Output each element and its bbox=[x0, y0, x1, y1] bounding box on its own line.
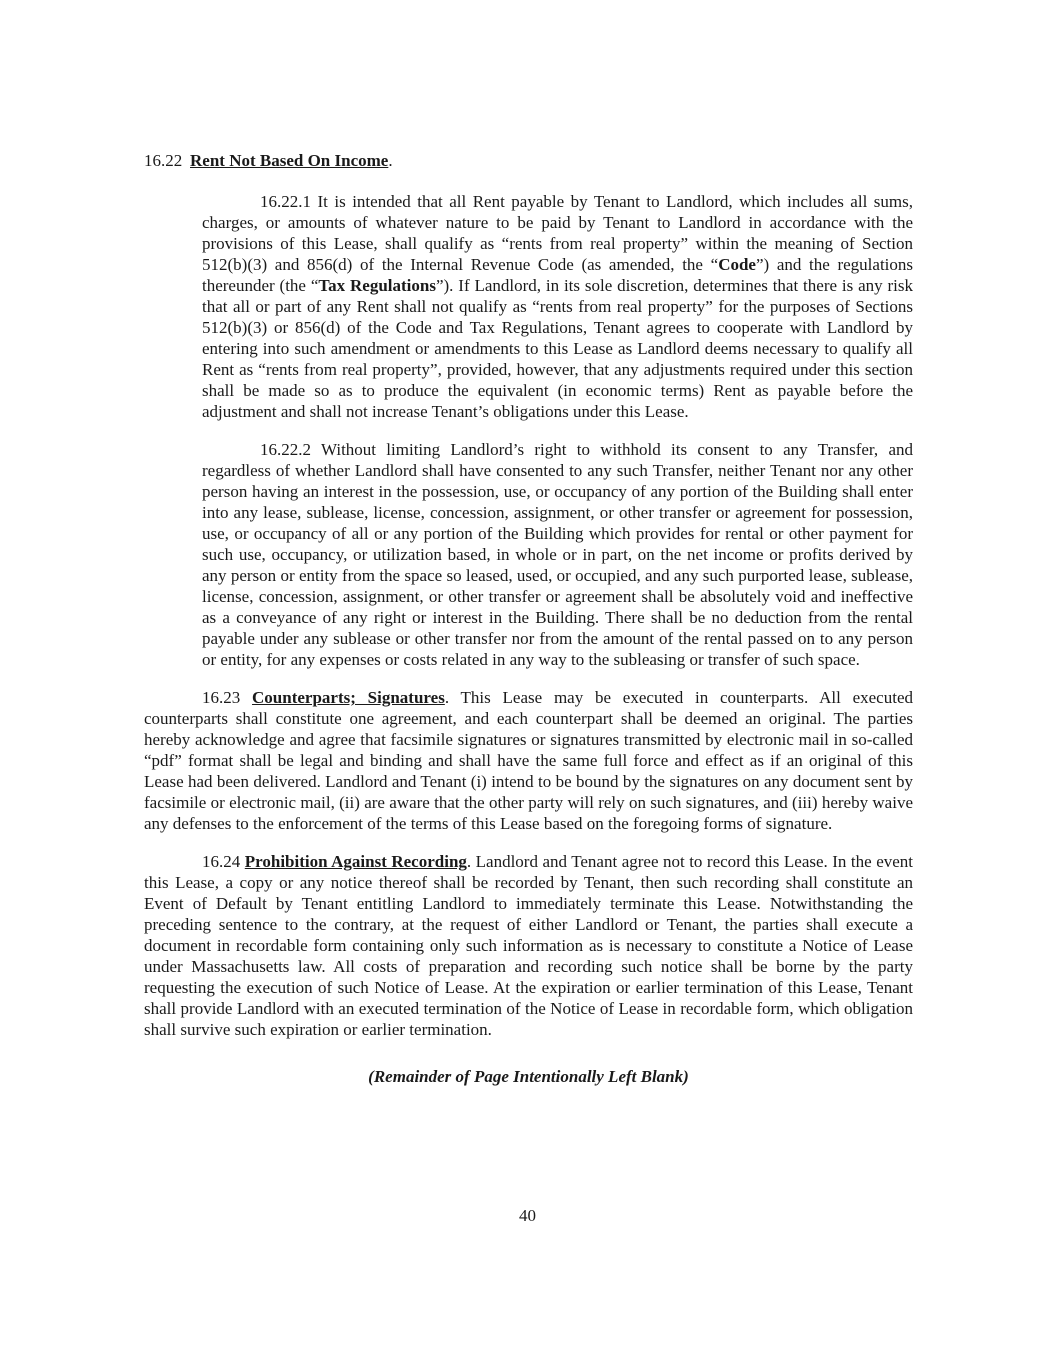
text: ”) and the regulations thereunder (the “ bbox=[202, 255, 914, 295]
paragraph-16-23 bbox=[144, 687, 913, 834]
section-title: Rent Not Based On Income bbox=[190, 151, 389, 170]
text: 16.22.1 It is intended that all Rent payable by Tenant to Landlord, which includes all sums, charges, or amounts of whatever nature to be paid by Tenant to Landlord in accordance with the provisions of this Lease, shall qualify as “rents from real property” within the meaning of Section 512(b)(3) and 856(d) of the Internal Revenue Code (as amended, the “ bbox=[202, 192, 913, 274]
title-period: . bbox=[388, 151, 393, 170]
section-number: 16.22 bbox=[144, 151, 183, 170]
section-number: 16.24 bbox=[202, 852, 245, 871]
section-title: Prohibition Against Recording bbox=[244, 852, 467, 871]
defined-term-tax-regulations: Tax Regulations bbox=[318, 276, 436, 295]
remainder-note: (Remainder of Page Intentionally Left Blank) bbox=[368, 1067, 689, 1086]
page-number: 40 bbox=[519, 1206, 536, 1225]
text: . This Lease may be executed in counterparts. All executed counterparts shall constitute one agreement, and each counterpart shall be deemed an original. The parties hereby acknowledge and agree that facsimile signatures or signatures transmitted by electronic mail in so-called “pdf” format shall be legal and binding and shall have the same full force and effect as if an original of this Lease had been delivered. Landlord and Tenant (i) intend to be bound by the signatures on any document sent by facsimile or electronic mail, (ii) are aware that the other party will rely on such signatures, and (iii) hereby waive any defenses to the enforcement of the terms of this Lease based on the foregoing forms of signature. bbox=[144, 688, 913, 833]
paragraph-16-22-2: 16.22.2 Without limiting Landlord’s right to withhold its consent to any Transfer, and regardless of whether Landlord shall have consented to any such Transfer, neither Tenant nor any other person having an interest in the possession, use, or occupancy of any portion of the Building shall enter into any lease, sublease, license, concession, assignment, or other transfer or agreement for possession, use, or occupancy of all or any portion of the Building which provides for rental or other payment for such use, occupancy, or utilization based, in whole or in part, on the net income or profits derived by any person or entity from the space so leased, used, or occupied, and any such purported lease, sublease, license, concession, assignment, or other transfer or agreement shall be absolutely void and ineffective as a conveyance of any right or interest in the Building. There shall be no deduction from the rental payable under any sublease or other transfer nor from the amount of the rental passed on to any person or entity, for any expenses or costs related in any way to the subleasing or transfer of such space. bbox=[202, 440, 913, 669]
paragraph-16-22-1 bbox=[202, 191, 913, 422]
section-title: Counterparts; Signatures bbox=[252, 688, 445, 707]
defined-term-code: Code bbox=[718, 255, 756, 274]
text: ”). If Landlord, in its sole discretion, determines that there is any risk that all or part of any Rent shall not qualify as “rents from real property” for the purposes of Sections 512(b)(3) or 856(d) of the Code and Tax Regulations, Tenant agrees to cooperate with Landlord by entering into such amendment or amendments to this Lease as Landlord deems necessary to qualify all Rent as “rents from real property”, provided, however, that any adjustments required under this section shall be made so as to produce the equivalent (in economic terms) Rent as payable before the adjustment and shall not increase Tenant’s obligations under this Lease. bbox=[202, 276, 913, 421]
section-16-22-heading bbox=[144, 150, 913, 171]
text: . Landlord and Tenant agree not to record this Lease. In the event this Lease, a copy or any notice thereof shall be recorded by Tenant, then such recording shall constitute an Event of Default by Tenant entitling Landlord to immediately terminate this Lease. Notwithstanding the preceding sentence to the contrary, at the request of either Landlord or Tenant, the parties shall execute a document in recordable form containing only such information as is necessary to constitute a Notice of Lease under Massachusetts law. All costs of preparation and recording such notice shall be borne by the party requesting the execution of such Notice of Lease. At the expiration or earlier termination of this Lease, Tenant shall provide Landlord with an executed termination of the Notice of Lease in recordable form, which obligation shall survive such expiration or earlier termination. bbox=[144, 852, 914, 1039]
paragraph-16-24 bbox=[144, 851, 913, 1040]
section-number: 16.23 bbox=[202, 688, 253, 707]
document-page bbox=[144, 150, 913, 1087]
